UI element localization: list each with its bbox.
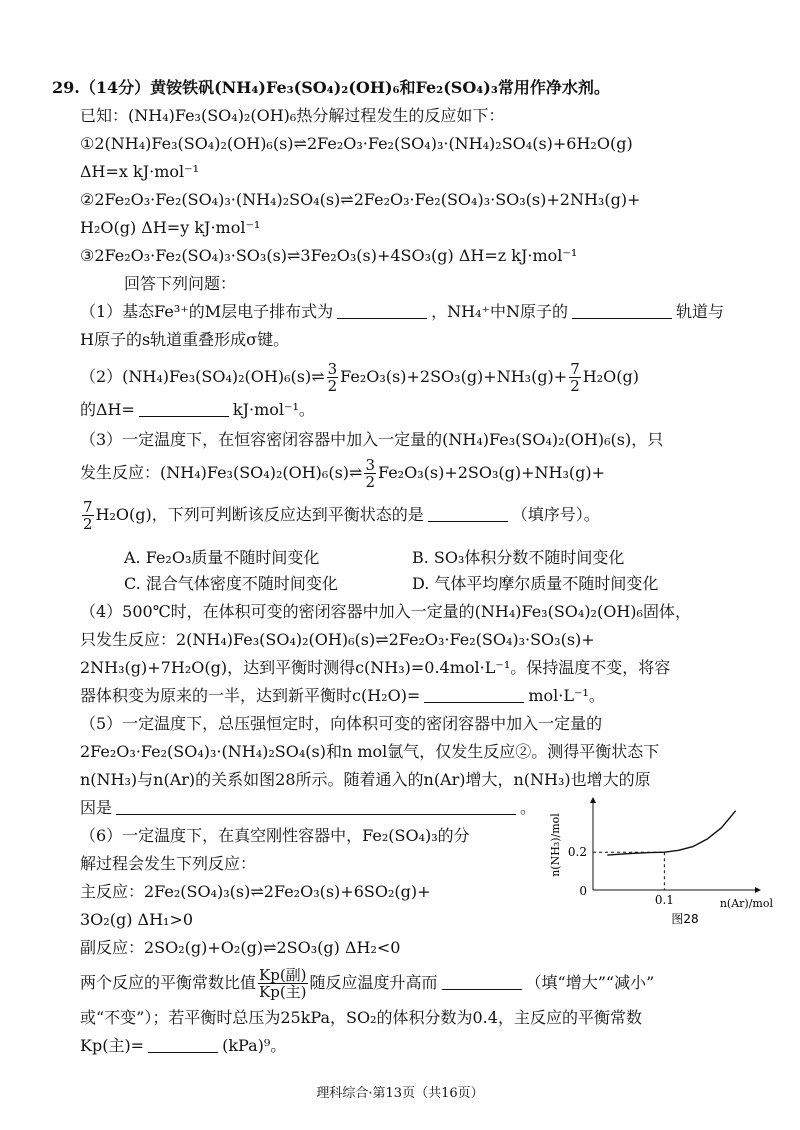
x-axis-arrow — [755, 887, 761, 893]
reaction-2: ②2Fe₂O₃·Fe₂(SO₄)₃·(NH₄)₂SO₄(s)⇌2Fe₂O₃·Fe₂(SO₄)₃·SO₃(s)+2NH₃(g)+ — [80, 190, 641, 209]
y-axis-arrow — [590, 797, 596, 803]
q2-frac-1: $\frac{3}{2}$ — [327, 360, 338, 395]
q4-line3: 2NH₃(g)+7H₂O(g)，达到平衡时测得c(NH₃)=0.4mol·L⁻¹。保持温度不变，将容 — [80, 658, 671, 677]
q6-blank-2[interactable] — [148, 1036, 218, 1053]
q6-kp-ratio: $\frac{\text{Kp(副)}}{\text{Kp(主)}}$ — [259, 966, 307, 1001]
origin-label: 0 — [579, 884, 587, 898]
q6-line6: 两个反应的平衡常数比值 $\frac{\text{Kp(副)}}{\text{Kp(主)}}$ 随反应温度升高而 （填“增大”“减小” — [80, 966, 655, 1001]
q5-blank[interactable] — [116, 798, 516, 815]
q6-line7: 或“不变”）；若平衡时总压为25kPa，SO₂的体积分数为0.4，主反应的平衡常数 — [80, 1008, 642, 1027]
q2-frac-2: $\frac{7}{2}$ — [570, 360, 580, 395]
reaction-1: ①2(NH₄)Fe₃(SO₄)₂(OH)₆(s)⇌2Fe₂O₃·Fe₂(SO₄)₃·(NH₄)₂SO₄(s)+6H₂O(g) — [80, 134, 633, 153]
q1-blank-2[interactable] — [572, 302, 672, 319]
y-tick-label: 0.2 — [567, 845, 587, 860]
q3-frac-2: $\frac{7}{2}$ — [83, 498, 93, 533]
x-tick-label: 0.1 — [654, 893, 674, 907]
q6-blank-1[interactable] — [442, 973, 522, 990]
q5-line2: 2Fe₂O₃·Fe₂(SO₄)₃·(NH₄)₂SO₄(s)和n mol氩气，仅发生反应②。测得平衡状态下 — [80, 742, 660, 761]
q6-line2: 解过程会发生下列反应： — [80, 854, 257, 873]
q3-option-a[interactable]: A. Fe₂O₃质量不随时间变化 — [124, 548, 320, 567]
q4-blank[interactable] — [424, 686, 524, 703]
page-footer: 理科综合·第13页（共16页） — [316, 1086, 484, 1101]
q6-main-reaction-dh: 3O₂(g) ΔH₁>0 — [80, 910, 194, 929]
reaction-1-dh: ΔH=x kJ·mol⁻¹ — [80, 162, 199, 181]
q4-line2: 只发生反应：2(NH₄)Fe₃(SO₄)₂(OH)₆(s)⇌2Fe₂O₃·Fe₂(SO₄)₃·SO₃(s)+ — [80, 630, 595, 649]
q2-line1: （2）(NH₄)Fe₃(SO₄)₂(OH)₆(s)⇌ $\frac{3}{2}$ Fe₂O₃(s)+2SO₃(g)+NH₃(g)+ $\frac{7}{2}$ H₂O(g) — [80, 360, 639, 395]
q4-line4: 器体积变为原来的一半，达到新平衡时c(H₂O)= mol·L⁻¹。 — [80, 686, 605, 705]
x-axis-label: n(Ar)/mol — [719, 897, 773, 910]
q3-line1: （3）一定温度下，在恒容密闭容器中加入一定量的(NH₄)Fe₃(SO₄)₂(OH)₆(s)，只 — [80, 430, 664, 449]
nh3-vs-ar-curve — [607, 811, 735, 855]
q3-option-d[interactable]: D. 气体平均摩尔质量不随时间变化 — [412, 574, 659, 593]
q3-option-b[interactable]: B. SO₃体积分数不随时间变化 — [412, 548, 625, 567]
figure-28-chart — [545, 795, 775, 925]
q5-line4: 因是 。 — [80, 798, 537, 817]
q2-line2: 的ΔH= kJ·mol⁻¹。 — [80, 400, 315, 419]
q6-main-reaction: 主反应：2Fe₂(SO₄)₃(s)⇌2Fe₂O₃(s)+6SO₂(g)+ — [80, 882, 431, 901]
q4-line1: （4）500℃时，在体积可变的密闭容器中加入一定量的(NH₄)Fe₃(SO₄)₂(OH)₆固体， — [80, 602, 691, 621]
reaction-3: ③2Fe₂O₃·Fe₂(SO₄)₃·SO₃(s)⇌3Fe₂O₃(s)+4SO₃(g) ΔH=z kJ·mol⁻¹ — [80, 246, 578, 265]
y-axis-label: n(NH₃)/mol — [549, 813, 562, 877]
q1-line2: H原子的s轨道重叠形成σ键。 — [80, 330, 290, 349]
known-intro: 已知：(NH₄)Fe₃(SO₄)₂(OH)₆热分解过程发生的反应如下： — [80, 106, 505, 125]
q3-blank[interactable] — [428, 505, 508, 522]
q6-line1: （6）一定温度下，在真空刚性容器中，Fe₂(SO₄)₃的分 — [80, 826, 470, 845]
q3-line2: 发生反应：(NH₄)Fe₃(SO₄)₂(OH)₆(s)⇌ $\frac{3}{2}$ Fe₂O₃(s)+2SO₃(g)+NH₃(g)+ — [80, 456, 606, 491]
q3-frac-1: $\frac{3}{2}$ — [365, 456, 375, 491]
q3-option-c[interactable]: C. 混合气体密度不随时间变化 — [124, 574, 338, 593]
q3-line3: $\frac{7}{2}$ H₂O(g)，下列可判断该反应达到平衡状态的是 （填序号）。 — [83, 498, 600, 533]
q5-line3: n(NH₃)与n(Ar)的关系如图28所示。随着通入的n(Ar)增大，n(NH₃)也增大的原 — [80, 770, 651, 789]
figure-caption: 图28 — [671, 912, 699, 925]
reaction-2-dh: H₂O(g) ΔH=y kJ·mol⁻¹ — [80, 218, 261, 237]
q6-side-reaction: 副反应：2SO₂(g)+O₂(g)⇌2SO₃(g) ΔH₂<0 — [80, 938, 401, 957]
question-title — [52, 78, 610, 98]
q5-line1: （5）一定温度下，总压强恒定时，向体积可变的密闭容器中加入一定量的 — [80, 714, 603, 733]
q2-blank[interactable] — [139, 400, 229, 417]
question-title-text: 29.（14分）黄铵铁矾(NH₄)Fe₃(SO₄)₂(OH)₆和Fe₂(SO₄)₃常用作净水剂。 — [52, 78, 610, 97]
q1-line1: （1）基态Fe³⁺的M层电子排布式为 ，NH₄⁺中N原子的 轨道与 — [80, 302, 724, 321]
q6-line8: Kp(主)= (kPa)⁹。 — [80, 1036, 287, 1055]
answer-prompt: 回答下列问题： — [124, 274, 237, 293]
q1-blank-1[interactable] — [337, 302, 427, 319]
